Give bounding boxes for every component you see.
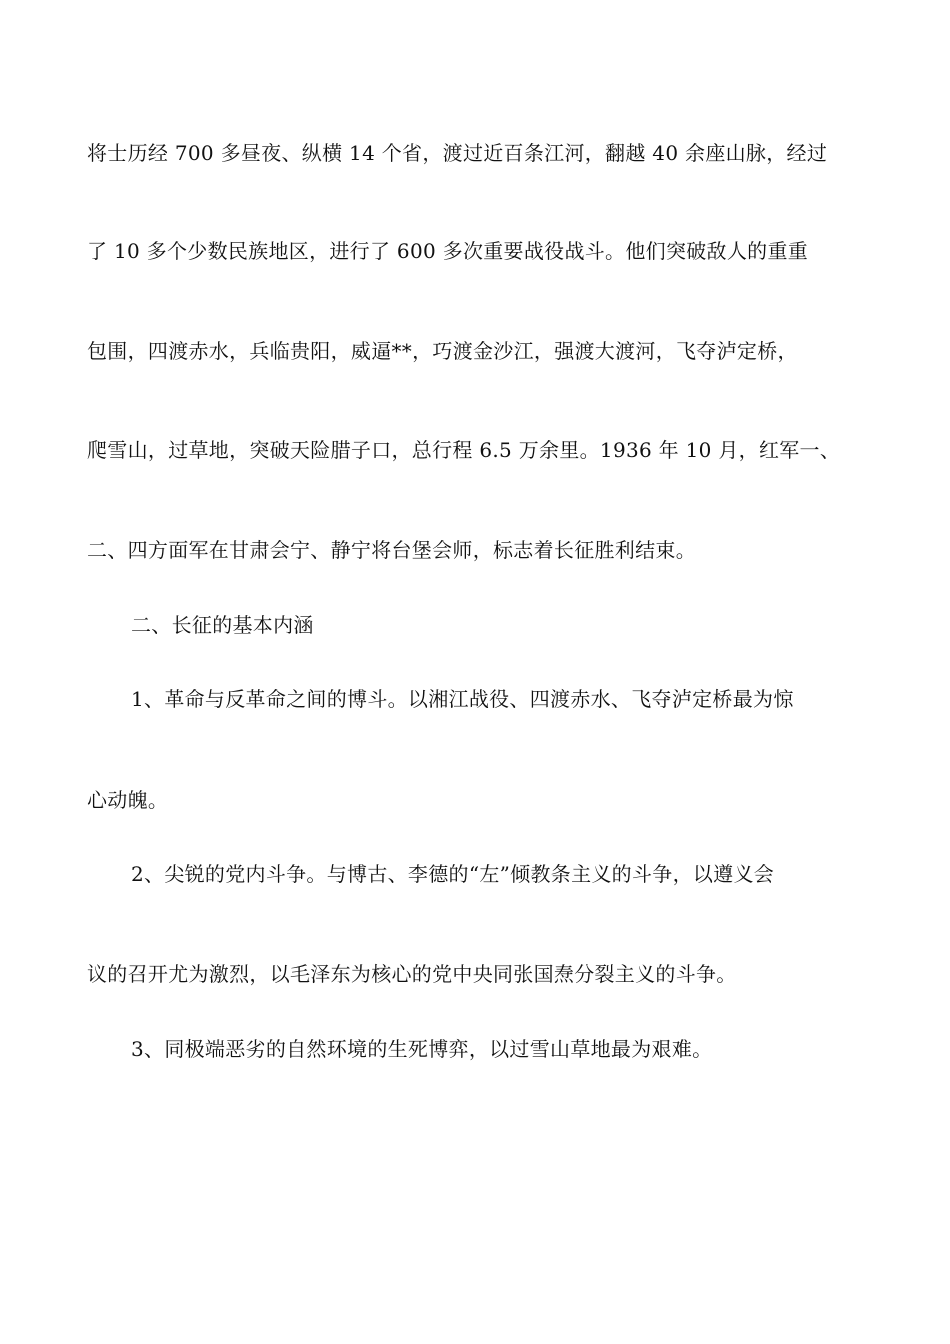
list-item-line: 议的召开尤为激烈，以毛泽东为核心的党中央同张国焘分裂主义的斗争。 [87,962,737,986]
list-item-line: 3、同极端恶劣的自然环境的生死博弈，以过雪山草地最为艰难。 [131,1037,713,1061]
paragraph-line: 包围，四渡赤水，兵临贵阳，威逼**，巧渡金沙江，强渡大渡河，飞夺泸定桥， [87,339,798,363]
paragraph-line: 将士历经 700 多昼夜、纵横 14 个省，渡过近百条江河，翻越 40 余座山脉，经过 [87,141,828,165]
list-item-line: 1、革命与反革命之间的博斗。以湘江战役、四渡赤水、飞夺泸定桥最为惊 [131,687,794,711]
paragraph-line: 了 10 多个少数民族地区，进行了 600 多次重要战役战斗。他们突破敌人的重重 [87,239,809,263]
paragraph-line: 爬雪山，过草地，突破天险腊子口，总行程 6.5 万余里。1936 年 10 月，红军一、 [87,438,841,462]
paragraph-line: 二、四方面军在甘肃会宁、静宁将台堡会师，标志着长征胜利结束。 [87,538,696,562]
section-heading: 二、长征的基本内涵 [131,613,314,637]
list-item-line: 2、尖锐的党内斗争。与博古、李德的“左”倾教条主义的斗争，以遵义会 [131,862,775,886]
list-item-line: 心动魄。 [87,788,169,812]
